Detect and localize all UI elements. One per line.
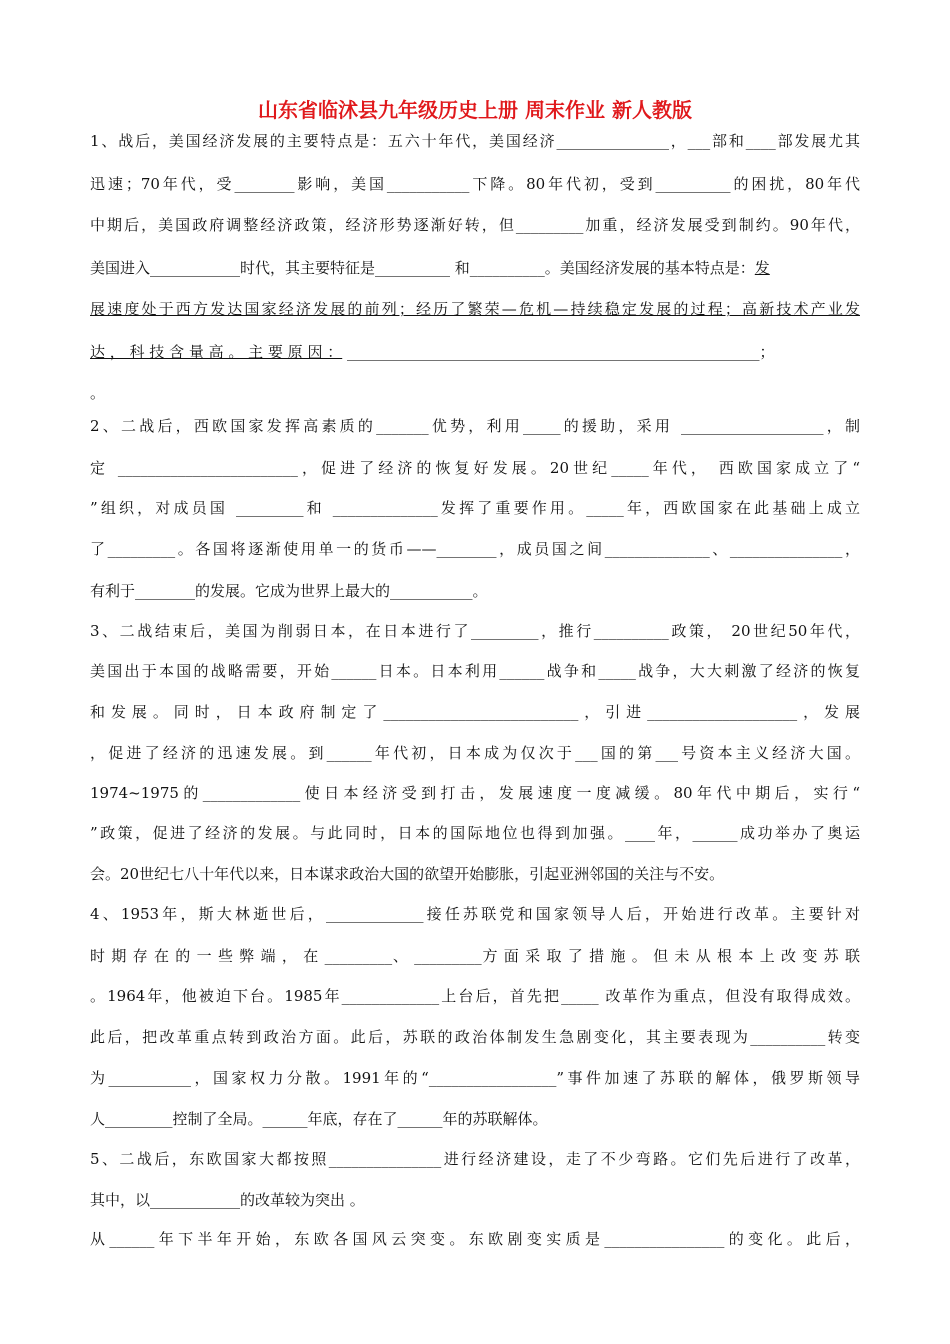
- text-line: 人_________控制了全局。______年底，存在了______年的苏联解体。: [90, 1110, 548, 1128]
- text-segment: ；: [759, 343, 775, 361]
- text-line: 4、1953年，斯大林逝世后，_____________接任苏联党和国家领导人后，开始进行改革。主要针对: [90, 905, 860, 923]
- text-line: 美国出于本国的战略需要，开始______日本。日本利用______战争和_____战争，大大刺激了经济的恢复: [90, 662, 860, 680]
- text-line: ，促进了经济的迅速发展。到______年代初，日本成为仅次于___国的第___号资本主义经济大国。: [90, 744, 860, 762]
- text-line: 有利于________的发展。它成为世界上最大的___________。: [90, 582, 488, 600]
- text-segment: 美国进入____________时代，其主要特征是__________ 和__________。美国经济发展的基本特点是：: [90, 259, 755, 277]
- text-line: [90, 341, 860, 363]
- text-line: ”政策，促进了经济的发展。与此同时，日本的国际地位也得到加强。____年，______成功举办了奥运: [90, 824, 860, 842]
- text-line: 时 期 存 在 的 一 些 弊 端 ， 在 _________、 _________方 面 采 取 了 措 施 。 但 未 从 根 本 上 改 变 苏 联: [90, 947, 860, 965]
- text-line: 迅速；70年代，受________影响，美国___________下降。80年代初，受到__________的困扰，80年代: [90, 175, 860, 193]
- text-line: 。1964年，他被迫下台。1985年_____________上台后，首先把_____ 改革作为重点，但没有取得成效。: [90, 987, 860, 1005]
- text-line: 1974~1975的_____________使日本经济受到打击，发展速度一度减缓。80年代中期后，实行“: [90, 784, 860, 802]
- text-line: 会。20世纪七八十年代以来，日本谋求政治大国的欲望开始膨胀，引起亚洲邻国的关注与不安。: [90, 865, 725, 883]
- text-line: 从______年下半年开始，东欧各国风云突变。东欧剧变实质是________________的变化。此后，: [90, 1230, 860, 1248]
- underlined-answer: 达 ， 科 技 含 量 高 。 主 要 原 因 ：: [90, 343, 343, 361]
- text-line: 中期后，美国政府调整经济政策，经济形势逐渐好转，但_________加重，经济发展受到制约。90年代，: [90, 216, 860, 234]
- text-line: 3、二战结束后，美国为削弱日本，在日本进行了_________，推行__________政策， 20世纪50年代，: [90, 622, 860, 640]
- text-line: [90, 257, 860, 279]
- answer-blank: _______________________________________________________: [347, 343, 760, 361]
- text-line: 2、二战后，西欧国家发挥高素质的_______优势，利用_____的援助，采用 ___________________，制: [90, 417, 860, 435]
- text-line: 。: [90, 384, 106, 402]
- text-line: 和发展。同时，日本政府制定了__________________________，引进____________________，发展: [90, 703, 860, 721]
- text-line: 5、二战后，东欧国家大都按照_______________进行经济建设，走了不少弯路。它们先后进行了改革，: [90, 1150, 860, 1168]
- text-line: 其中，以____________的改革较为突出 。: [90, 1191, 365, 1209]
- text-line: ”组织，对成员国 _________和 ______________发挥了重要作用。_____年，西欧国家在此基础上成立: [90, 499, 860, 517]
- text-line: 1、战后，美国经济发展的主要特点是：五六十年代，美国经济_______________，___部和____部发展尤其: [90, 132, 860, 150]
- text-line: 了_________。各国将逐渐使用单一的货币——________，成员国之间______________、_______________，: [90, 540, 860, 558]
- text-line: 定 ________________________，促进了经济的恢复好发展。20世纪_____年代， 西欧国家成立了“: [90, 459, 860, 477]
- text-line: 此后，把改革重点转到政治方面。此后，苏联的政治体制发生急剧变化，其主要表现为__________转变: [90, 1028, 860, 1046]
- document-title: 山东省临沭县九年级历史上册 周末作业 新人教版: [258, 98, 692, 122]
- text-line: 为___________，国家权力分散。1991年的“_________________”事件加速了苏联的解体，俄罗斯领导: [90, 1069, 860, 1087]
- text-line-underlined: 展速度处于西方发达国家经济发展的前列；经历了繁荣—危机—持续稳定发展的过程；高新技术产业发: [90, 300, 860, 318]
- underlined-answer: 发: [754, 259, 770, 277]
